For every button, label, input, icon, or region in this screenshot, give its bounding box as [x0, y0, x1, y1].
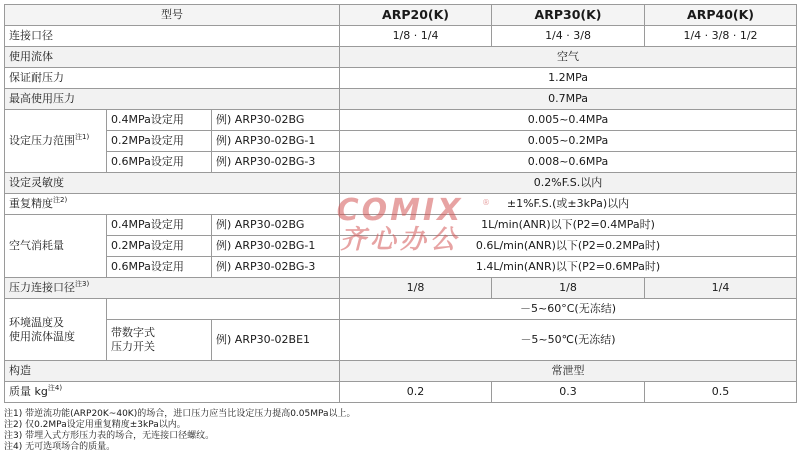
set-range-value: 0.005~0.4MPa	[340, 110, 797, 131]
note-ref-3: 注3)	[75, 280, 90, 288]
air-consumption-type: 0.4MPa设定用	[107, 215, 212, 236]
footnote-4: 注4) 无可选项场合的质量。	[4, 442, 116, 452]
row-repeatability	[5, 194, 797, 215]
row-weight	[5, 382, 797, 403]
air-consumption-example: 例) ARP30-02BG-3	[212, 257, 340, 278]
row-max-pressure	[5, 89, 797, 110]
construction-value: 常泄型	[340, 361, 797, 382]
row-set-range-3	[5, 152, 797, 173]
air-consumption-value: 0.6L/min(ANR)以下(P2=0.2MPa时)	[340, 236, 797, 257]
temperature-label: 环境温度及 使用流体温度	[5, 299, 107, 361]
fluid-label: 使用流体	[5, 47, 340, 68]
registered-mark: ®	[482, 198, 490, 207]
set-range-type: 0.6MPa设定用	[107, 152, 212, 173]
model-arp40: ARP40(K)	[645, 5, 797, 26]
note-ref-2: 注2)	[53, 196, 68, 204]
header-row	[5, 5, 797, 26]
max-pressure-label: 最高使用压力	[5, 89, 340, 110]
gauge-port-arp20: 1/8	[340, 278, 492, 299]
weight-arp20: 0.2	[340, 382, 492, 403]
watermark-brand-cn: 齐心办公	[339, 225, 460, 255]
row-sensitivity	[5, 173, 797, 194]
air-consumption-value: 1L/min(ANR)以下(P2=0.4MPa时)	[340, 215, 797, 236]
sensitivity-label: 设定灵敏度	[5, 173, 340, 194]
spec-sheet	[4, 4, 796, 453]
air-consumption-example: 例) ARP30-02BG	[212, 215, 340, 236]
note-ref-1: 注1)	[75, 133, 90, 141]
row-set-range-1	[5, 110, 797, 131]
set-range-example: 例) ARP30-02BG-3	[212, 152, 340, 173]
port-arp30: 1/4 · 3/8	[492, 26, 645, 47]
air-consumption-type: 0.2MPa设定用	[107, 236, 212, 257]
footnotes	[4, 409, 796, 453]
row-set-range-2	[5, 131, 797, 152]
repeatability-value: ±1%F.S.(或±3kPa)以内	[340, 194, 797, 215]
repeatability-label: 重复精度$^{注2)}$	[5, 194, 340, 215]
construction-label: 构造	[5, 361, 340, 382]
footnote-2: 注2) 仅0.2MPa设定用重复精度±3kPa以内。	[4, 420, 186, 430]
proof-value: 1.2MPa	[340, 68, 797, 89]
set-range-value: 0.005~0.2MPa	[340, 131, 797, 152]
row-temperature-general	[5, 299, 797, 320]
row-gauge-port	[5, 278, 797, 299]
note-ref-4: 注4)	[47, 384, 63, 392]
port-arp40: 1/4 · 3/8 · 1/2	[645, 26, 797, 47]
digital-switch-label: 带数字式 压力开关	[107, 320, 212, 361]
spec-table	[4, 4, 797, 403]
temperature-general-value: －5~60°C(无冻结)	[340, 299, 797, 320]
row-construction	[5, 361, 797, 382]
weight-arp40: 0.5	[645, 382, 797, 403]
air-consumption-example: 例) ARP30-02BG-1	[212, 236, 340, 257]
model-arp30: ARP30(K)	[492, 5, 645, 26]
set-range-label: 设定压力范围$^{注1)}$	[5, 110, 107, 173]
set-range-example: 例) ARP30-02BG	[212, 110, 340, 131]
gauge-port-arp30: 1/8	[492, 278, 645, 299]
row-temperature-digital	[5, 320, 797, 361]
temperature-digital-value: －5~50℃(无冻结)	[340, 320, 797, 361]
watermark-brand-en: COMIX	[336, 193, 464, 228]
row-fluid	[5, 47, 797, 68]
footnote-3: 注3) 带埋入式方形压力表的场合，无连接口径螺纹。	[4, 431, 215, 441]
row-air-consumption-2	[5, 236, 797, 257]
max-pressure-value: 0.7MPa	[340, 89, 797, 110]
air-consumption-type: 0.6MPa设定用	[107, 257, 212, 278]
set-range-example: 例) ARP30-02BG-1	[212, 131, 340, 152]
proof-label: 保证耐压力	[5, 68, 340, 89]
gauge-port-label: 压力连接口径$^{注3)}$	[5, 278, 340, 299]
set-range-type: 0.2MPa设定用	[107, 131, 212, 152]
air-consumption-label: 空气消耗量	[5, 215, 107, 278]
port-label: 连接口径	[5, 26, 340, 47]
gauge-port-arp40: 1/4	[645, 278, 797, 299]
row-air-consumption-3	[5, 257, 797, 278]
weight-label: 质量 $kg^{注4)}$	[5, 382, 340, 403]
set-range-type: 0.4MPa设定用	[107, 110, 212, 131]
model-header: 型号	[5, 5, 340, 26]
air-consumption-value: 1.4L/min(ANR)以下(P2=0.6MPa时)	[340, 257, 797, 278]
temperature-general-blank	[107, 299, 340, 320]
row-proof-pressure	[5, 68, 797, 89]
row-port	[5, 26, 797, 47]
set-range-value: 0.008~0.6MPa	[340, 152, 797, 173]
digital-switch-example: 例) ARP30-02BE1	[212, 320, 340, 361]
footnote-1: 注1) 带逆流功能(ARP20K~40K)的场合，进口压力应当比设定压力提高0.05MPa以上。	[4, 409, 356, 419]
sensitivity-value: 0.2%F.S.以内	[340, 173, 797, 194]
port-arp20: 1/8 · 1/4	[340, 26, 492, 47]
weight-arp30: 0.3	[492, 382, 645, 403]
fluid-value: 空气	[340, 47, 797, 68]
row-air-consumption-1	[5, 215, 797, 236]
model-arp20: ARP20(K)	[340, 5, 492, 26]
